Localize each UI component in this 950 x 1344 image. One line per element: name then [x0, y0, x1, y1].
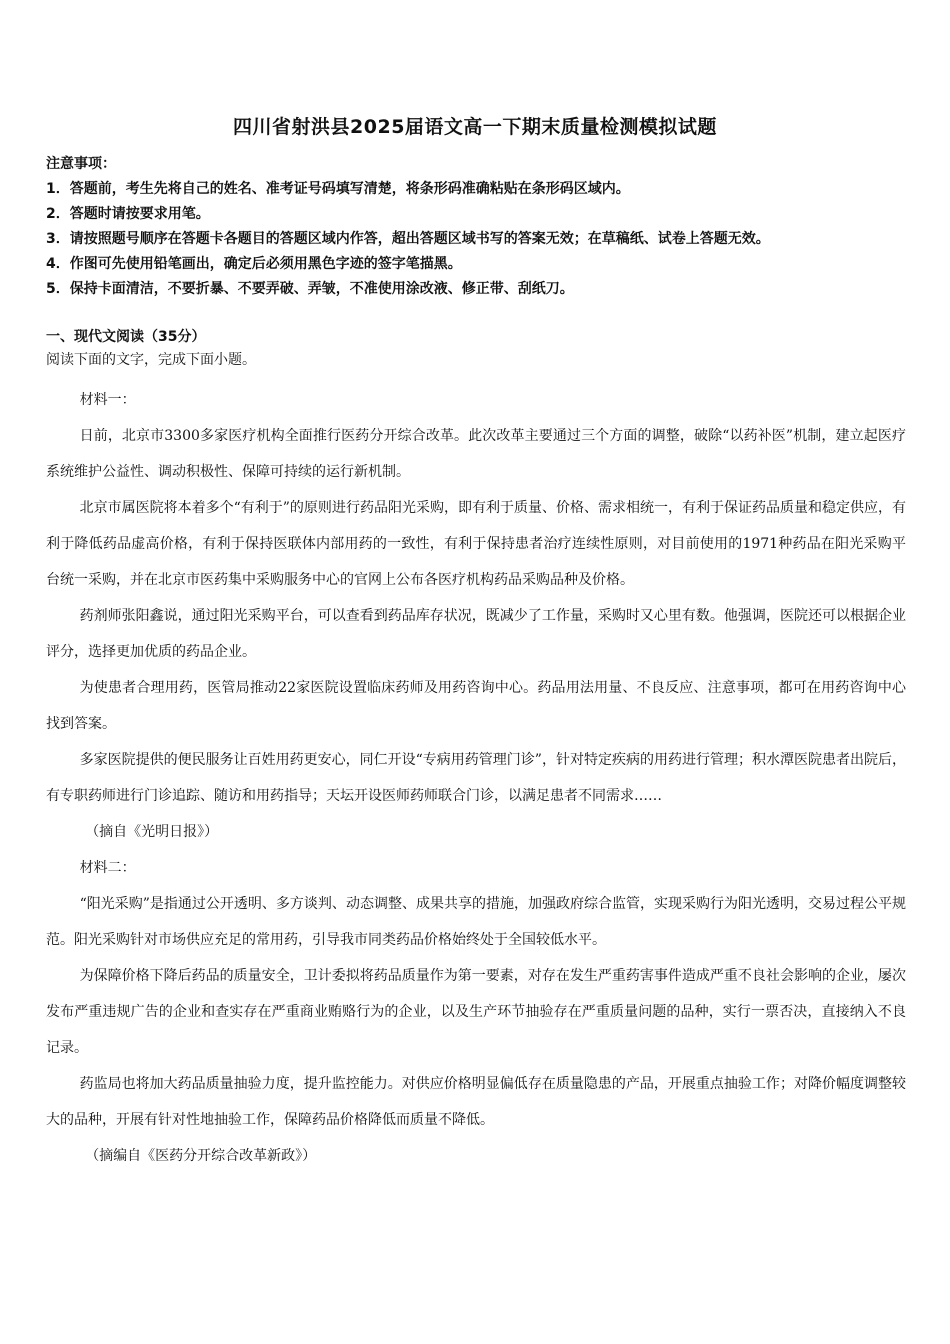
- reading-passage: [46, 382, 906, 1174]
- material-one-paragraph: 为使患者合理用药，医管局推动22家医院设置临床药师及用药咨询中心。药品用法用量、不良反应、注意事项，都可在用药咨询中心找到答案。: [46, 680, 906, 732]
- material-one-label: 材料一：: [79, 392, 136, 408]
- material-one-paragraph: 北京市属医院将本着多个“有利于”的原则进行药品阳光采购，即有利于质量、价格、需求相统一，有利于保证药品质量和稳定供应，有利于降低药品虚高价格，有利于保持医联体内部用药的一致性，有利于保持患者治疗连续性原则，对目前使用的1971种药品在阳光采购平台统一采购，并在北京市医药集中采购服务中心的官网上公布各医疗机构药品采购品种及价格。: [46, 500, 906, 588]
- material-one-source: （摘自《光明日报》）: [85, 824, 219, 840]
- material-one-paragraph: 药剂师张阳鑫说，通过阳光采购平台，可以查看到药品库存状况，既减少了工作量，采购时又心里有数。他强调，医院还可以根据企业评分，选择更加优质的药品企业。: [46, 608, 906, 660]
- material-two-source: （摘编自《医药分开综合改革新政》）: [85, 1148, 317, 1164]
- notice-heading: 注意事项：: [46, 156, 116, 172]
- notice-block: [46, 152, 916, 302]
- notice-item: 5．保持卡面清洁，不要折暴、不要弄破、弄皱，不准使用涂改液、修正带、刮纸刀。: [46, 281, 574, 297]
- material-one-paragraph: 多家医院提供的便民服务让百姓用药更安心，同仁开设“专病用药管理门诊”，针对特定疾病的用药进行管理；积水潭医院患者出院后，有专职药师进行门诊追踪、随访和用药指导；天坛开设医师药师联合门诊，以满足患者不同需求……: [46, 752, 906, 804]
- notice-item: 1．答题前，考生先将自己的姓名、准考证号码填写清楚，将条形码准确粘贴在条形码区域内。: [46, 181, 630, 197]
- material-two-paragraph: 药监局也将加大药品质量抽验力度，提升监控能力。对供应价格明显偏低存在质量隐患的产品，开展重点抽验工作；对降价幅度调整较大的品种，开展有针对性地抽验工作，保障药品价格降低而质量不降低。: [46, 1076, 906, 1128]
- exam-title: 四川省射洪县2025届语文高一下期末质量检测模拟试题: [233, 116, 717, 138]
- material-two-paragraph: 为保障价格下降后药品的质量安全，卫计委拟将药品质量作为第一要素，对存在发生严重药害事件造成严重不良社会影响的企业，屡次发布严重违规广告的企业和查实存在严重商业贿赂行为的企业，以及生产环节抽验存在严重质量问题的品种，实行一票否决，直接纳入不良记录。: [46, 968, 906, 1056]
- material-two-label: 材料二：: [79, 860, 136, 876]
- material-one-paragraph: 日前，北京市3300多家医疗机构全面推行医药分开综合改革。此次改革主要通过三个方面的调整，破除“以药补医”机制，建立起医疗系统维护公益性、调动积极性、保障可持续的运行新机制。: [46, 428, 906, 480]
- material-two-paragraph: “阳光采购”是指通过公开透明、多方谈判、动态调整、成果共享的措施，加强政府综合监管，实现采购行为阳光透明，交易过程公平规范。阳光采购针对市场供应充足的常用药，引导我市同类药品价格始终处于全国较低水平。: [46, 896, 906, 948]
- notice-item: 3．请按照题号顺序在答题卡各题目的答题区域内作答，超出答题区域书写的答案无效；在草稿纸、试卷上答题无效。: [46, 231, 770, 247]
- notice-item: 2．答题时请按要求用笔。: [46, 206, 210, 222]
- section-heading: 一、现代文阅读（35分）: [46, 329, 206, 345]
- notice-item: 4．作图可先使用铅笔画出，确定后必须用黑色字迹的签字笔描黑。: [46, 256, 462, 272]
- section-intro: 阅读下面的文字，完成下面小题。: [46, 352, 256, 368]
